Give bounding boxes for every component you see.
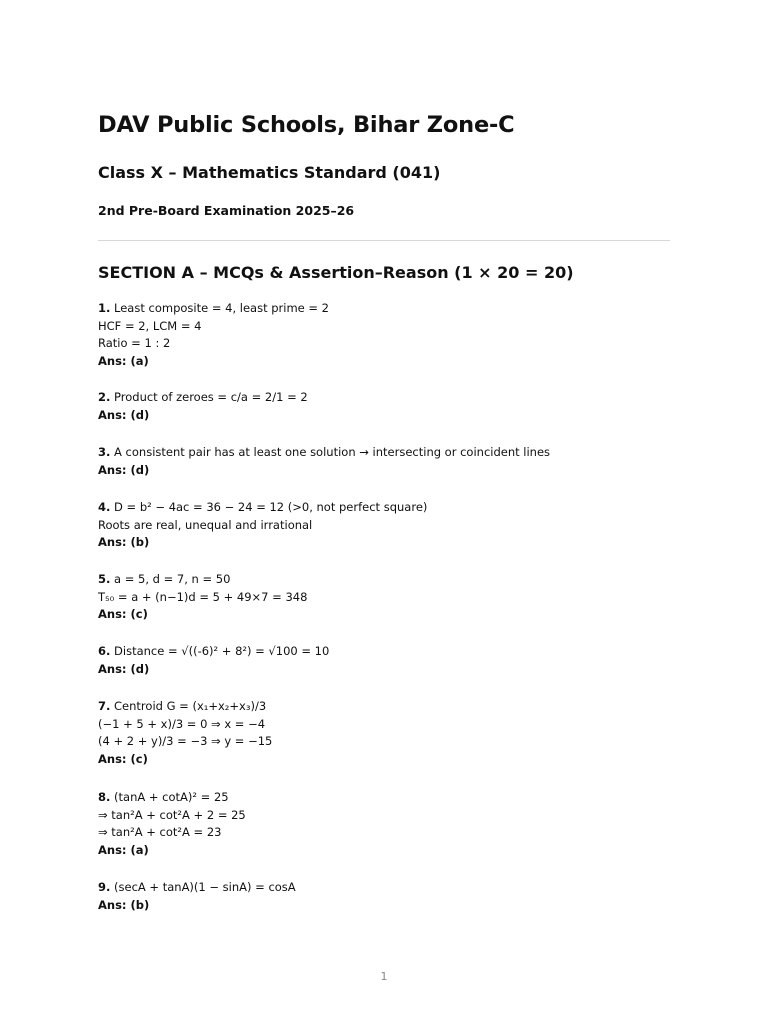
question-number: 7.: [98, 699, 111, 713]
answer: Ans: (c): [98, 751, 148, 766]
answer: Ans: (b): [98, 897, 150, 912]
question-number: 2.: [98, 390, 111, 404]
question-number: 9.: [98, 880, 111, 894]
question-line: a = 5, d = 7, n = 50: [114, 572, 231, 586]
question-number: 1.: [98, 301, 111, 315]
question-6: [98, 643, 329, 678]
question-number: 8.: [98, 790, 111, 804]
question-7: [98, 698, 272, 768]
class-title: Class X – Mathematics Standard (041): [98, 163, 441, 182]
answer: Ans: (a): [98, 842, 149, 857]
question-line: (4 + 2 + y)/3 = −3 ⇒ y = −15: [98, 734, 273, 749]
header-divider: [98, 240, 670, 241]
question-8: [98, 789, 246, 859]
question-line: D = b² − 4ac = 36 − 24 = 12 (>0, not perfect square): [114, 500, 428, 514]
page-number: 1: [380, 970, 388, 983]
answer: Ans: (c): [98, 607, 148, 622]
question-line: Distance = √((-6)² + 8²) = √100 = 10: [114, 644, 330, 658]
school-title: DAV Public Schools, Bihar Zone-C: [98, 112, 515, 138]
question-line: ⇒ tan²A + cot²A + 2 = 25: [98, 807, 246, 822]
question-2: [98, 389, 308, 424]
question-5: [98, 571, 307, 624]
exam-title: 2nd Pre-Board Examination 2025–26: [98, 203, 355, 218]
question-4: [98, 499, 427, 552]
question-number: 4.: [98, 500, 111, 514]
question-1: [98, 300, 329, 370]
answer: Ans: (d): [98, 462, 150, 477]
question-line: HCF = 2, LCM = 4: [98, 318, 202, 333]
question-number: 3.: [98, 445, 111, 459]
question-line: A consistent pair has at least one solution → intersecting or coincident lines: [114, 445, 551, 459]
question-9: [98, 879, 296, 914]
question-line: Ratio = 1 : 2: [98, 336, 171, 351]
section-a-title: SECTION A – MCQs & Assertion–Reason (1 × 20 = 20): [98, 263, 574, 282]
question-line: T₅₀ = a + (n−1)d = 5 + 49×7 = 348: [98, 589, 308, 604]
question-line: Product of zeroes = c/a = 2/1 = 2: [114, 390, 308, 404]
question-line: (tanA + cotA)² = 25: [114, 790, 229, 804]
question-line: Roots are real, unequal and irrational: [98, 517, 313, 532]
question-number: 6.: [98, 644, 111, 658]
answer: Ans: (a): [98, 353, 149, 368]
answer: Ans: (d): [98, 661, 150, 676]
answer: Ans: (b): [98, 535, 150, 550]
question-3: [98, 444, 550, 479]
question-line: Least composite = 4, least prime = 2: [114, 301, 329, 315]
answer: Ans: (d): [98, 407, 150, 422]
question-line: Centroid G = (x₁+x₂+x₃)/3: [114, 699, 267, 713]
question-line: (−1 + 5 + x)/3 = 0 ⇒ x = −4: [98, 716, 266, 731]
question-line: (secA + tanA)(1 − sinA) = cosA: [114, 880, 296, 894]
question-number: 5.: [98, 572, 111, 586]
question-line: ⇒ tan²A + cot²A = 23: [98, 825, 222, 840]
